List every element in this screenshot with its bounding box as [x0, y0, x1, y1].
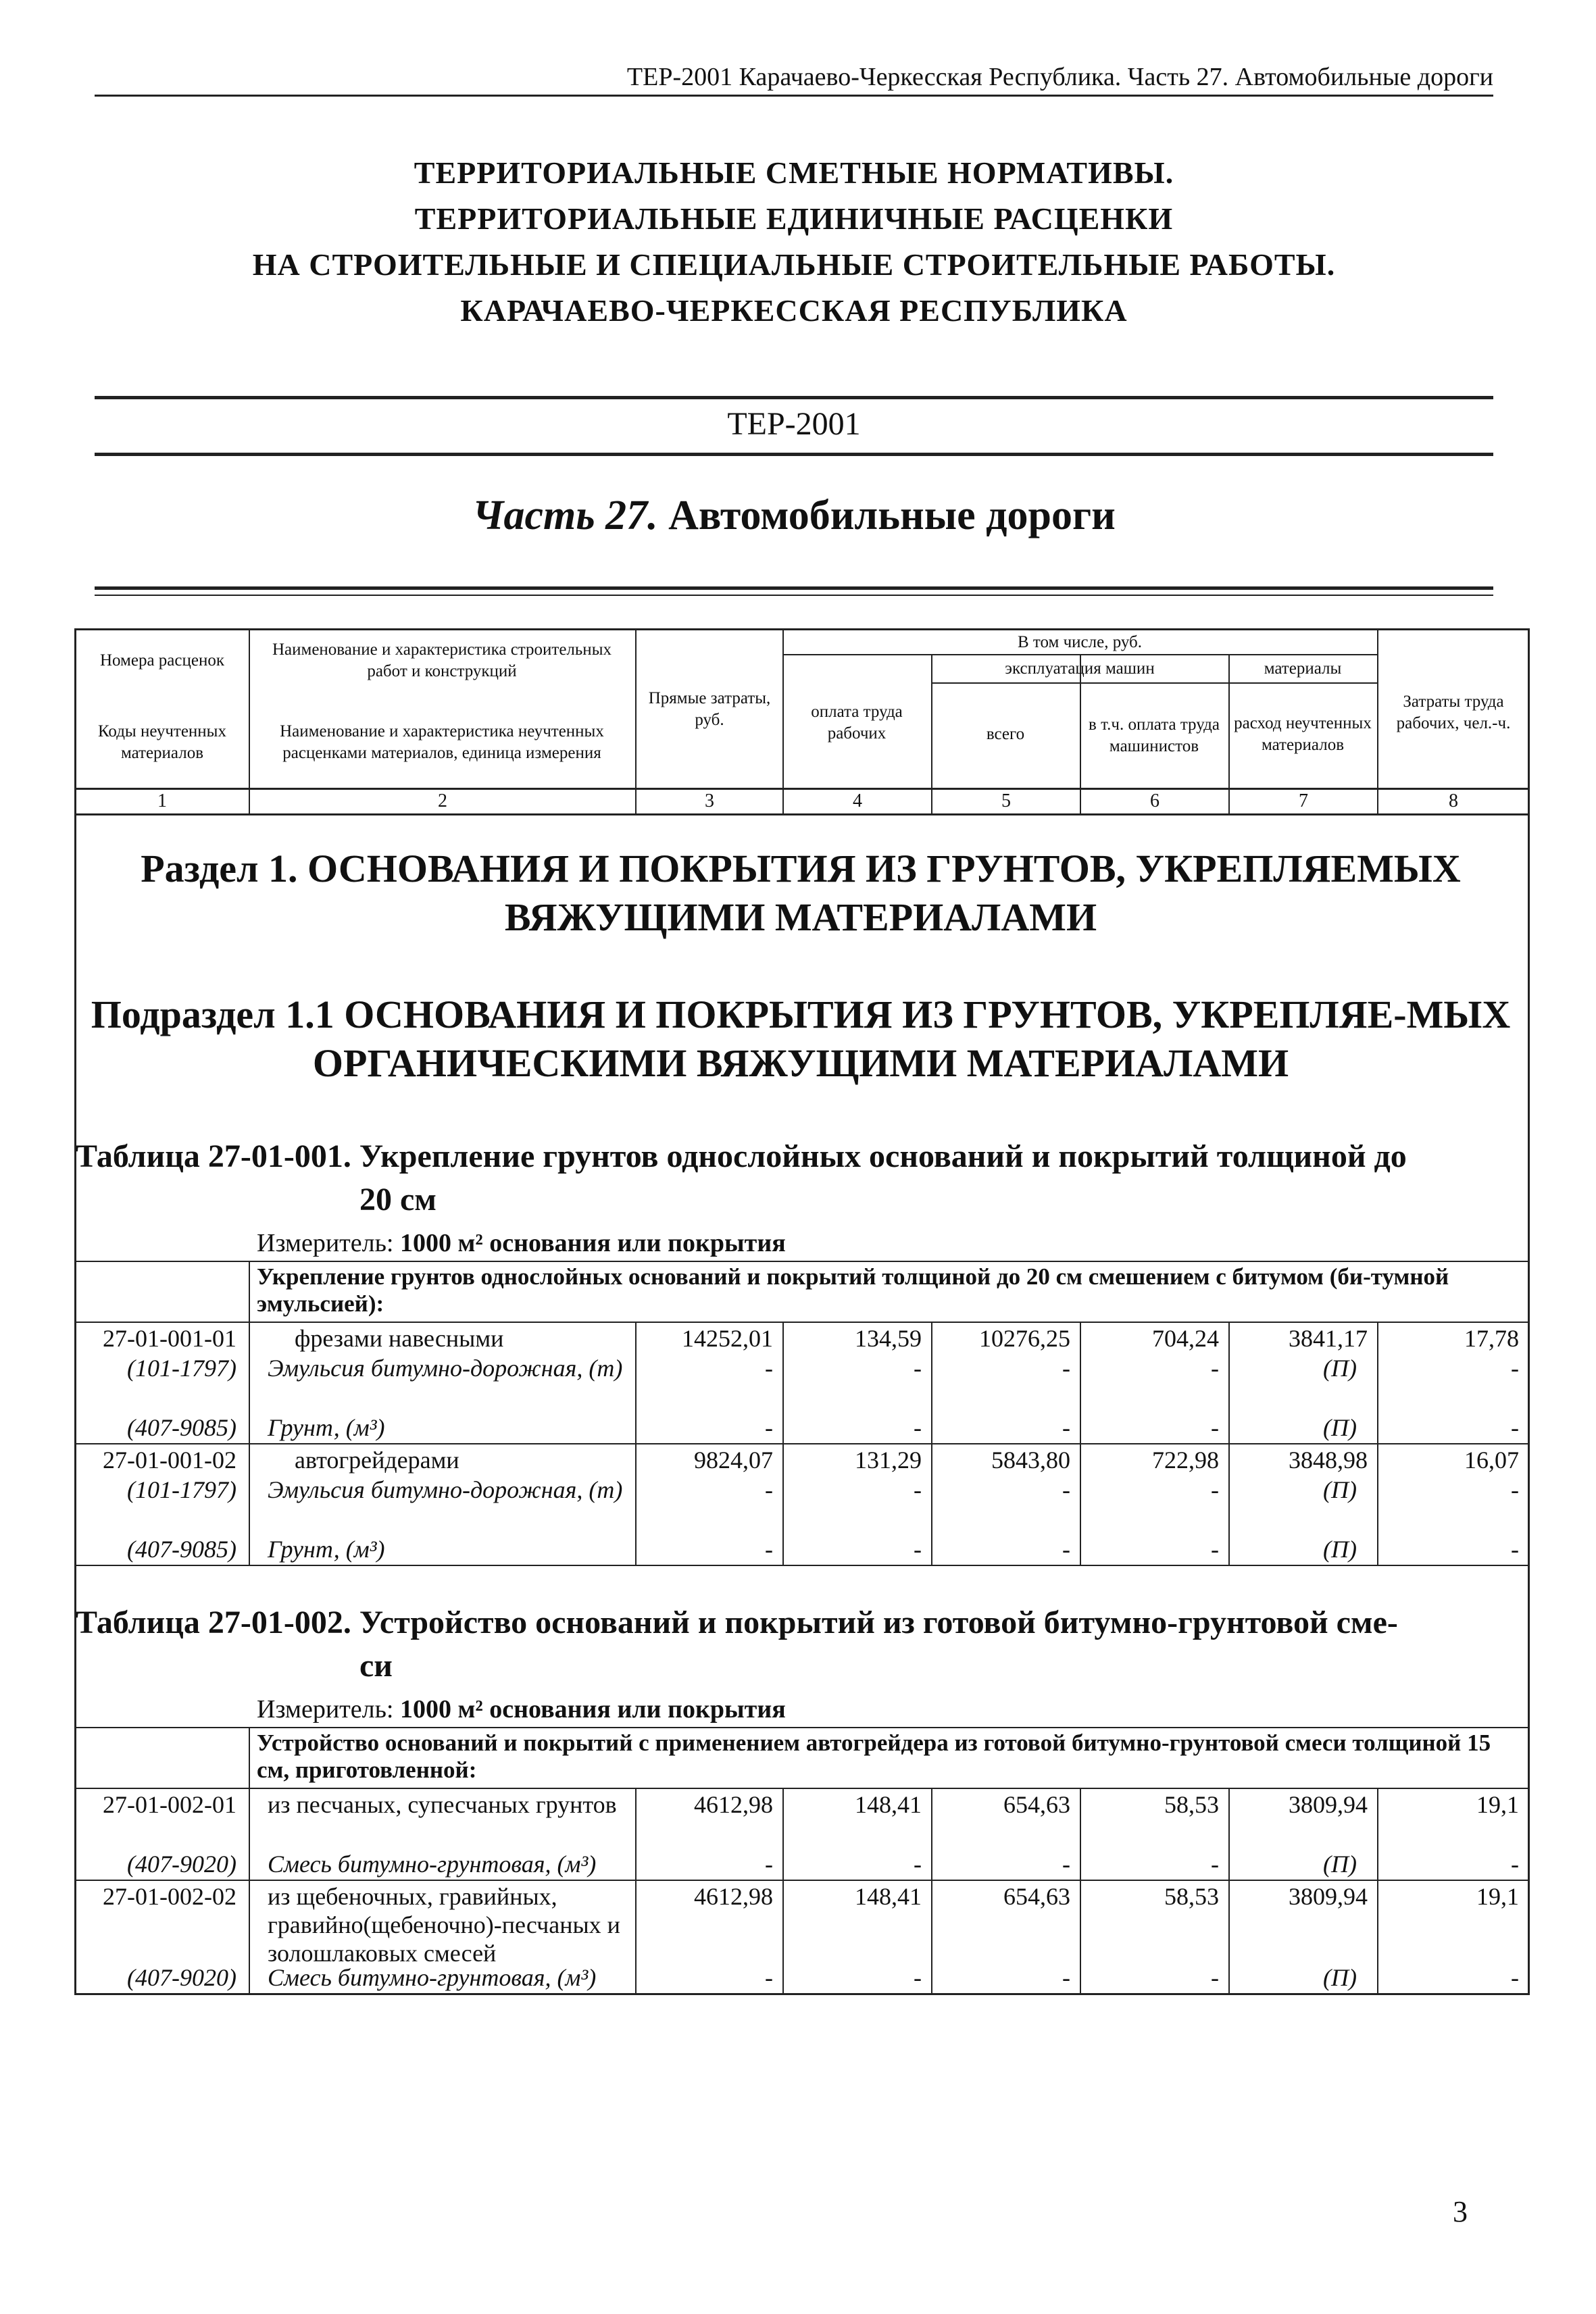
material-code: (407-9020): [127, 1851, 236, 1878]
work-name: из песчаных, супесчаных грунтов: [268, 1791, 617, 1818]
machines-total: -: [1062, 1476, 1070, 1503]
column-number: 1: [157, 790, 167, 811]
operator-pay: -: [1211, 1851, 1219, 1878]
work-name: фрезами навесными: [295, 1325, 504, 1352]
material-name: Смесь битумно-грунтовая, (м³): [268, 1851, 597, 1878]
header-labor-cost: Затраты труда рабочих, чел.-ч.: [1396, 693, 1511, 732]
column-number: 3: [705, 790, 714, 811]
header-unaccounted-materials: расход неучтенных материалов: [1234, 714, 1372, 754]
table-title: [76, 1601, 1522, 1688]
materials-cost: 3809,94: [1289, 1791, 1368, 1818]
labor-pay: -: [914, 1851, 922, 1878]
document-title: [95, 150, 1493, 334]
table-title-line: Таблица 27-01-001. Укрепление грунтов однослойных оснований и покрытий толщиной до: [76, 1138, 1407, 1174]
machines-total: 654,63: [1003, 1791, 1070, 1818]
header-labor-pay: оплата труда рабочих: [811, 703, 903, 743]
divider: [95, 396, 1493, 399]
labor-hours: -: [1511, 1536, 1519, 1563]
part-title-text: Автомобильные дороги: [668, 493, 1116, 538]
divider: [95, 453, 1493, 456]
materials-cost: 3848,98: [1289, 1447, 1368, 1474]
header-operator-pay: в т.ч. оплата труда машинистов: [1089, 715, 1220, 755]
labor-hours: 19,1: [1476, 1791, 1519, 1818]
materials-cost: (П): [1323, 1964, 1357, 1991]
meter-label: Измеритель:: [257, 1229, 394, 1257]
direct-costs: -: [765, 1414, 773, 1441]
machines-total: -: [1062, 1851, 1070, 1878]
machines-total: 5843,80: [991, 1447, 1070, 1474]
header-rate-numbers: Номера расценок: [99, 651, 225, 670]
column-number: 7: [1299, 790, 1308, 811]
labor-pay: -: [914, 1414, 922, 1441]
header-direct-costs: Прямые затраты, руб.: [648, 689, 771, 729]
divider: [95, 586, 1493, 590]
column-number: 5: [1001, 790, 1011, 811]
header-work-name: Наименование и характеристика строительных работ и конструкций: [272, 640, 612, 680]
labor-pay: -: [914, 1536, 922, 1563]
table-title-line: си: [359, 1648, 393, 1684]
document-title-line: КАРАЧАЕВО-ЧЕРКЕССКАЯ РЕСПУБЛИКА: [460, 293, 1128, 328]
labor-pay: -: [914, 1964, 922, 1991]
running-header: ТЕР-2001 Карачаево-Черкесская Республика. Часть 27. Автомобильные дороги: [95, 62, 1493, 97]
labor-hours: -: [1511, 1355, 1519, 1382]
section-title: Раздел 1. ОСНОВАНИЯ И ПОКРЫТИЯ ИЗ ГРУНТОВ, УКРЕПЛЯЕМЫХ ВЯЖУЩИМИ МАТЕРИАЛАМИ: [141, 847, 1461, 939]
operator-pay: -: [1211, 1355, 1219, 1382]
rate-code: 27-01-002-01: [103, 1791, 236, 1818]
machines-total: 654,63: [1003, 1883, 1070, 1910]
document-title-line: НА СТРОИТЕЛЬНЫЕ И СПЕЦИАЛЬНЫЕ СТРОИТЕЛЬНЫЕ РАБОТЫ.: [252, 247, 1336, 282]
operator-pay: -: [1211, 1414, 1219, 1441]
direct-costs: 14252,01: [682, 1325, 773, 1352]
labor-pay: 148,41: [855, 1883, 922, 1910]
labor-hours: -: [1511, 1964, 1519, 1991]
material-name: Грунт, (м³): [268, 1414, 385, 1441]
document-title-line: ТЕРРИТОРИАЛЬНЫЕ ЕДИНИЧНЫЕ РАСЦЕНКИ: [414, 201, 1174, 236]
material-code: (407-9020): [127, 1964, 236, 1991]
operator-pay: -: [1211, 1964, 1219, 1991]
operator-pay: 58,53: [1164, 1883, 1219, 1910]
document-title-line: ТЕРРИТОРИАЛЬНЫЕ СМЕТНЫЕ НОРМАТИВЫ.: [414, 155, 1174, 190]
labor-pay: -: [914, 1476, 922, 1503]
rate-code: 27-01-002-02: [103, 1883, 236, 1910]
column-number: 8: [1449, 790, 1458, 811]
header-material-name: Наименование и характеристика неучтенных расценками материалов, единица измерения: [280, 722, 604, 762]
code-title: ТЕР-2001: [727, 406, 861, 442]
work-name: из щебеночных, гравийных, гравийно(щебеночно)-песчаных и золошлаковых смесей: [268, 1883, 620, 1967]
operator-pay: 722,98: [1152, 1447, 1219, 1474]
labor-hours: -: [1511, 1414, 1519, 1441]
operator-pay: -: [1211, 1536, 1219, 1563]
group-caption: Устройство оснований и покрытий с применением автогрейдера из готовой битумно-грунтовой смеси толщиной 15 см, приготовленной:: [257, 1730, 1491, 1783]
work-name: автогрейдерами: [295, 1447, 459, 1474]
material-code: (101-1797): [127, 1355, 236, 1382]
labor-hours: 16,07: [1464, 1447, 1519, 1474]
materials-cost: 3809,94: [1289, 1883, 1368, 1910]
material-name: Эмульсия битумно-дорожная, (т): [268, 1476, 623, 1503]
materials-cost: (П): [1323, 1536, 1357, 1563]
header-machines-total: всего: [986, 725, 1025, 743]
rate-code: 27-01-001-01: [103, 1325, 236, 1352]
direct-costs: -: [765, 1476, 773, 1503]
part-title-prefix: Часть 27.: [472, 493, 658, 538]
direct-costs: 4612,98: [694, 1883, 773, 1910]
material-code: (407-9085): [127, 1414, 236, 1441]
material-code: (101-1797): [127, 1476, 236, 1503]
table-title-line: 20 см: [359, 1182, 437, 1217]
material-code: (407-9085): [127, 1536, 236, 1563]
machines-total: -: [1062, 1536, 1070, 1563]
column-number: 4: [853, 790, 862, 811]
table-title: [76, 1135, 1522, 1222]
header-material-codes: Коды неучтенных материалов: [98, 722, 226, 762]
subsection-title: Подраздел 1.1 ОСНОВАНИЯ И ПОКРЫТИЯ ИЗ ГРУНТОВ, УКРЕПЛЯЕ-МЫХ ОРГАНИЧЕСКИМИ ВЯЖУЩИМИ МАТЕРИАЛАМИ: [91, 992, 1511, 1085]
machines-total: -: [1062, 1355, 1070, 1382]
table-meter: [257, 1228, 786, 1258]
page-number: 3: [1453, 2195, 1468, 2228]
materials-cost: (П): [1323, 1851, 1357, 1878]
direct-costs: 9824,07: [694, 1447, 773, 1474]
meter-value: 1000 м² основания или покрытия: [400, 1695, 786, 1724]
material-name: Смесь битумно-грунтовая, (м³): [268, 1964, 597, 1991]
materials-cost: (П): [1323, 1355, 1357, 1382]
labor-hours: 19,1: [1476, 1883, 1519, 1910]
machines-total: 10276,25: [979, 1325, 1070, 1352]
column-number: 2: [438, 790, 447, 811]
direct-costs: -: [765, 1964, 773, 1991]
labor-pay: 148,41: [855, 1791, 922, 1818]
materials-cost: 3841,17: [1289, 1325, 1368, 1352]
column-number: 6: [1150, 790, 1159, 811]
labor-hours: -: [1511, 1476, 1519, 1503]
labor-pay: 134,59: [855, 1325, 922, 1352]
direct-costs: -: [765, 1536, 773, 1563]
header-materials: материалы: [1264, 659, 1342, 678]
direct-costs: -: [765, 1355, 773, 1382]
machines-total: -: [1062, 1964, 1070, 1991]
labor-hours: 17,78: [1464, 1325, 1519, 1352]
direct-costs: 4612,98: [694, 1791, 773, 1818]
operator-pay: 704,24: [1152, 1325, 1219, 1352]
direct-costs: -: [765, 1851, 773, 1878]
header-including: В том числе, руб.: [1017, 633, 1143, 651]
part-title: [95, 492, 1493, 540]
labor-pay: -: [914, 1355, 922, 1382]
table-title-line: Таблица 27-01-002. Устройство оснований и покрытий из готовой битумно-грунтовой сме-: [76, 1605, 1398, 1640]
material-name: Грунт, (м³): [268, 1536, 385, 1563]
machines-total: -: [1062, 1414, 1070, 1441]
operator-pay: 58,53: [1164, 1791, 1219, 1818]
materials-cost: (П): [1323, 1414, 1357, 1441]
divider: [95, 595, 1493, 596]
rate-code: 27-01-001-02: [103, 1447, 236, 1474]
header-machine-operation: эксплуатация машин: [1005, 659, 1155, 678]
group-caption: Укрепление грунтов однослойных оснований и покрытий толщиной до 20 см смешением с битумом (би-тумной эмульсией):: [257, 1263, 1449, 1317]
meter-value: 1000 м² основания или покрытия: [400, 1229, 786, 1257]
labor-hours: -: [1511, 1851, 1519, 1878]
table-meter: [257, 1694, 786, 1724]
materials-cost: (П): [1323, 1476, 1357, 1503]
operator-pay: -: [1211, 1476, 1219, 1503]
material-name: Эмульсия битумно-дорожная, (т): [268, 1355, 623, 1382]
meter-label: Измеритель:: [257, 1695, 394, 1724]
labor-pay: 131,29: [855, 1447, 922, 1474]
